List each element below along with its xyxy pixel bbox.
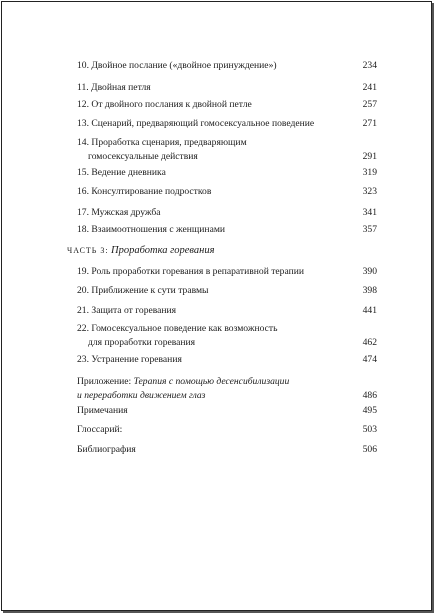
toc-entry-title: Глоссарий:: [77, 424, 123, 435]
toc-entry-15: [77, 166, 377, 180]
toc-entry-title: 10. Двойное послание («двойное принуждение»): [77, 60, 277, 71]
toc-entry-19: [77, 265, 377, 279]
toc-entry-11: [77, 81, 377, 95]
toc-entry-22: [77, 322, 377, 350]
part-label: ЧАСТЬ 3:: [67, 246, 109, 255]
toc-entry-page: 495: [362, 405, 377, 416]
toc-entry-title: 19. Роль проработки горевания в репаративной терапии: [77, 266, 305, 277]
toc-entry-title: 13. Сценарий, предваряющий гомосексуальное поведение: [77, 118, 315, 129]
toc-entry-title: 15. Ведение дневника: [77, 167, 166, 178]
toc-entry-title: Примечания: [77, 405, 128, 416]
toc-entry-page: 398: [362, 285, 377, 296]
book-page: [1, 1, 432, 611]
toc-entry-title-line2: для проработки горевания: [88, 337, 196, 348]
toc-entry-title: 12. От двойного послания к двойной петле: [77, 99, 252, 110]
toc-entry-17: [77, 206, 377, 220]
toc-entry-title: 21. Защита от горевания: [77, 305, 177, 316]
toc-entry-page: 357: [362, 224, 377, 235]
toc-entry-appendix: [77, 375, 377, 403]
toc-entry-18: [77, 223, 377, 237]
toc-entry-title-line1: 22. Гомосексуальное поведение как возможность: [77, 323, 278, 334]
toc-entry-page: 474: [362, 354, 377, 365]
toc-entry-21: [77, 304, 377, 318]
toc-entry-14: [77, 136, 377, 164]
toc-entry-title: 18. Взаимоотношения с женщинами: [77, 224, 226, 235]
toc-entry-title: 17. Мужская дружба: [77, 207, 161, 218]
toc-entry-title-line2: гомосексуальные действия: [88, 151, 198, 162]
toc-entry-notes: [77, 404, 377, 418]
toc-entry-title: 16. Консултирование подростков: [77, 186, 212, 197]
appendix-line1: [77, 375, 377, 389]
toc-entry-page: 341: [362, 207, 377, 218]
appendix-title-line2: и переработки движением глаз: [77, 390, 206, 401]
toc-entry-title: Библиография: [77, 444, 136, 455]
toc-entry-page: 486: [362, 390, 377, 401]
toc-entry-10: [77, 59, 377, 73]
toc-entry-page: 506: [362, 444, 377, 455]
toc-entry-page: 462: [362, 337, 377, 348]
toc-entry-13: [77, 117, 377, 131]
toc-entry-page: 234: [362, 60, 377, 71]
toc-entry-page: 271: [362, 118, 377, 129]
toc-entry-title-line1: 14. Проработка сценария, предваряющим: [77, 137, 247, 148]
toc-entry-page: 390: [362, 266, 377, 277]
part-title: Проработка горевания: [111, 245, 215, 256]
toc-entry-page: 291: [362, 151, 377, 162]
part-3-heading: [67, 244, 377, 258]
toc-entry-title: 11. Двойная петля: [77, 82, 151, 93]
toc-entry-16: [77, 185, 377, 199]
appendix-title-line1: Терапия с помощью десенсибилизации: [133, 376, 290, 387]
toc-entry-23: [77, 353, 377, 367]
toc-entry-title: 20. Приближение к сути травмы: [77, 285, 209, 296]
toc-entry-page: 323: [362, 186, 377, 197]
toc-entry-page: 241: [362, 82, 377, 93]
toc-entry-page: 441: [362, 305, 377, 316]
toc-entry-page: 257: [362, 99, 377, 110]
toc-entry-page: 319: [362, 167, 377, 178]
appendix-prefix: Приложение:: [77, 376, 134, 387]
toc-entry-glossary: [77, 423, 377, 437]
toc-entry-12: [77, 98, 377, 112]
toc-entry-bibliography: [77, 443, 377, 457]
toc-entry-20: [77, 284, 377, 298]
toc-entry-title: 23. Устранение горевания: [77, 354, 182, 365]
toc-entry-page: 503: [362, 424, 377, 435]
